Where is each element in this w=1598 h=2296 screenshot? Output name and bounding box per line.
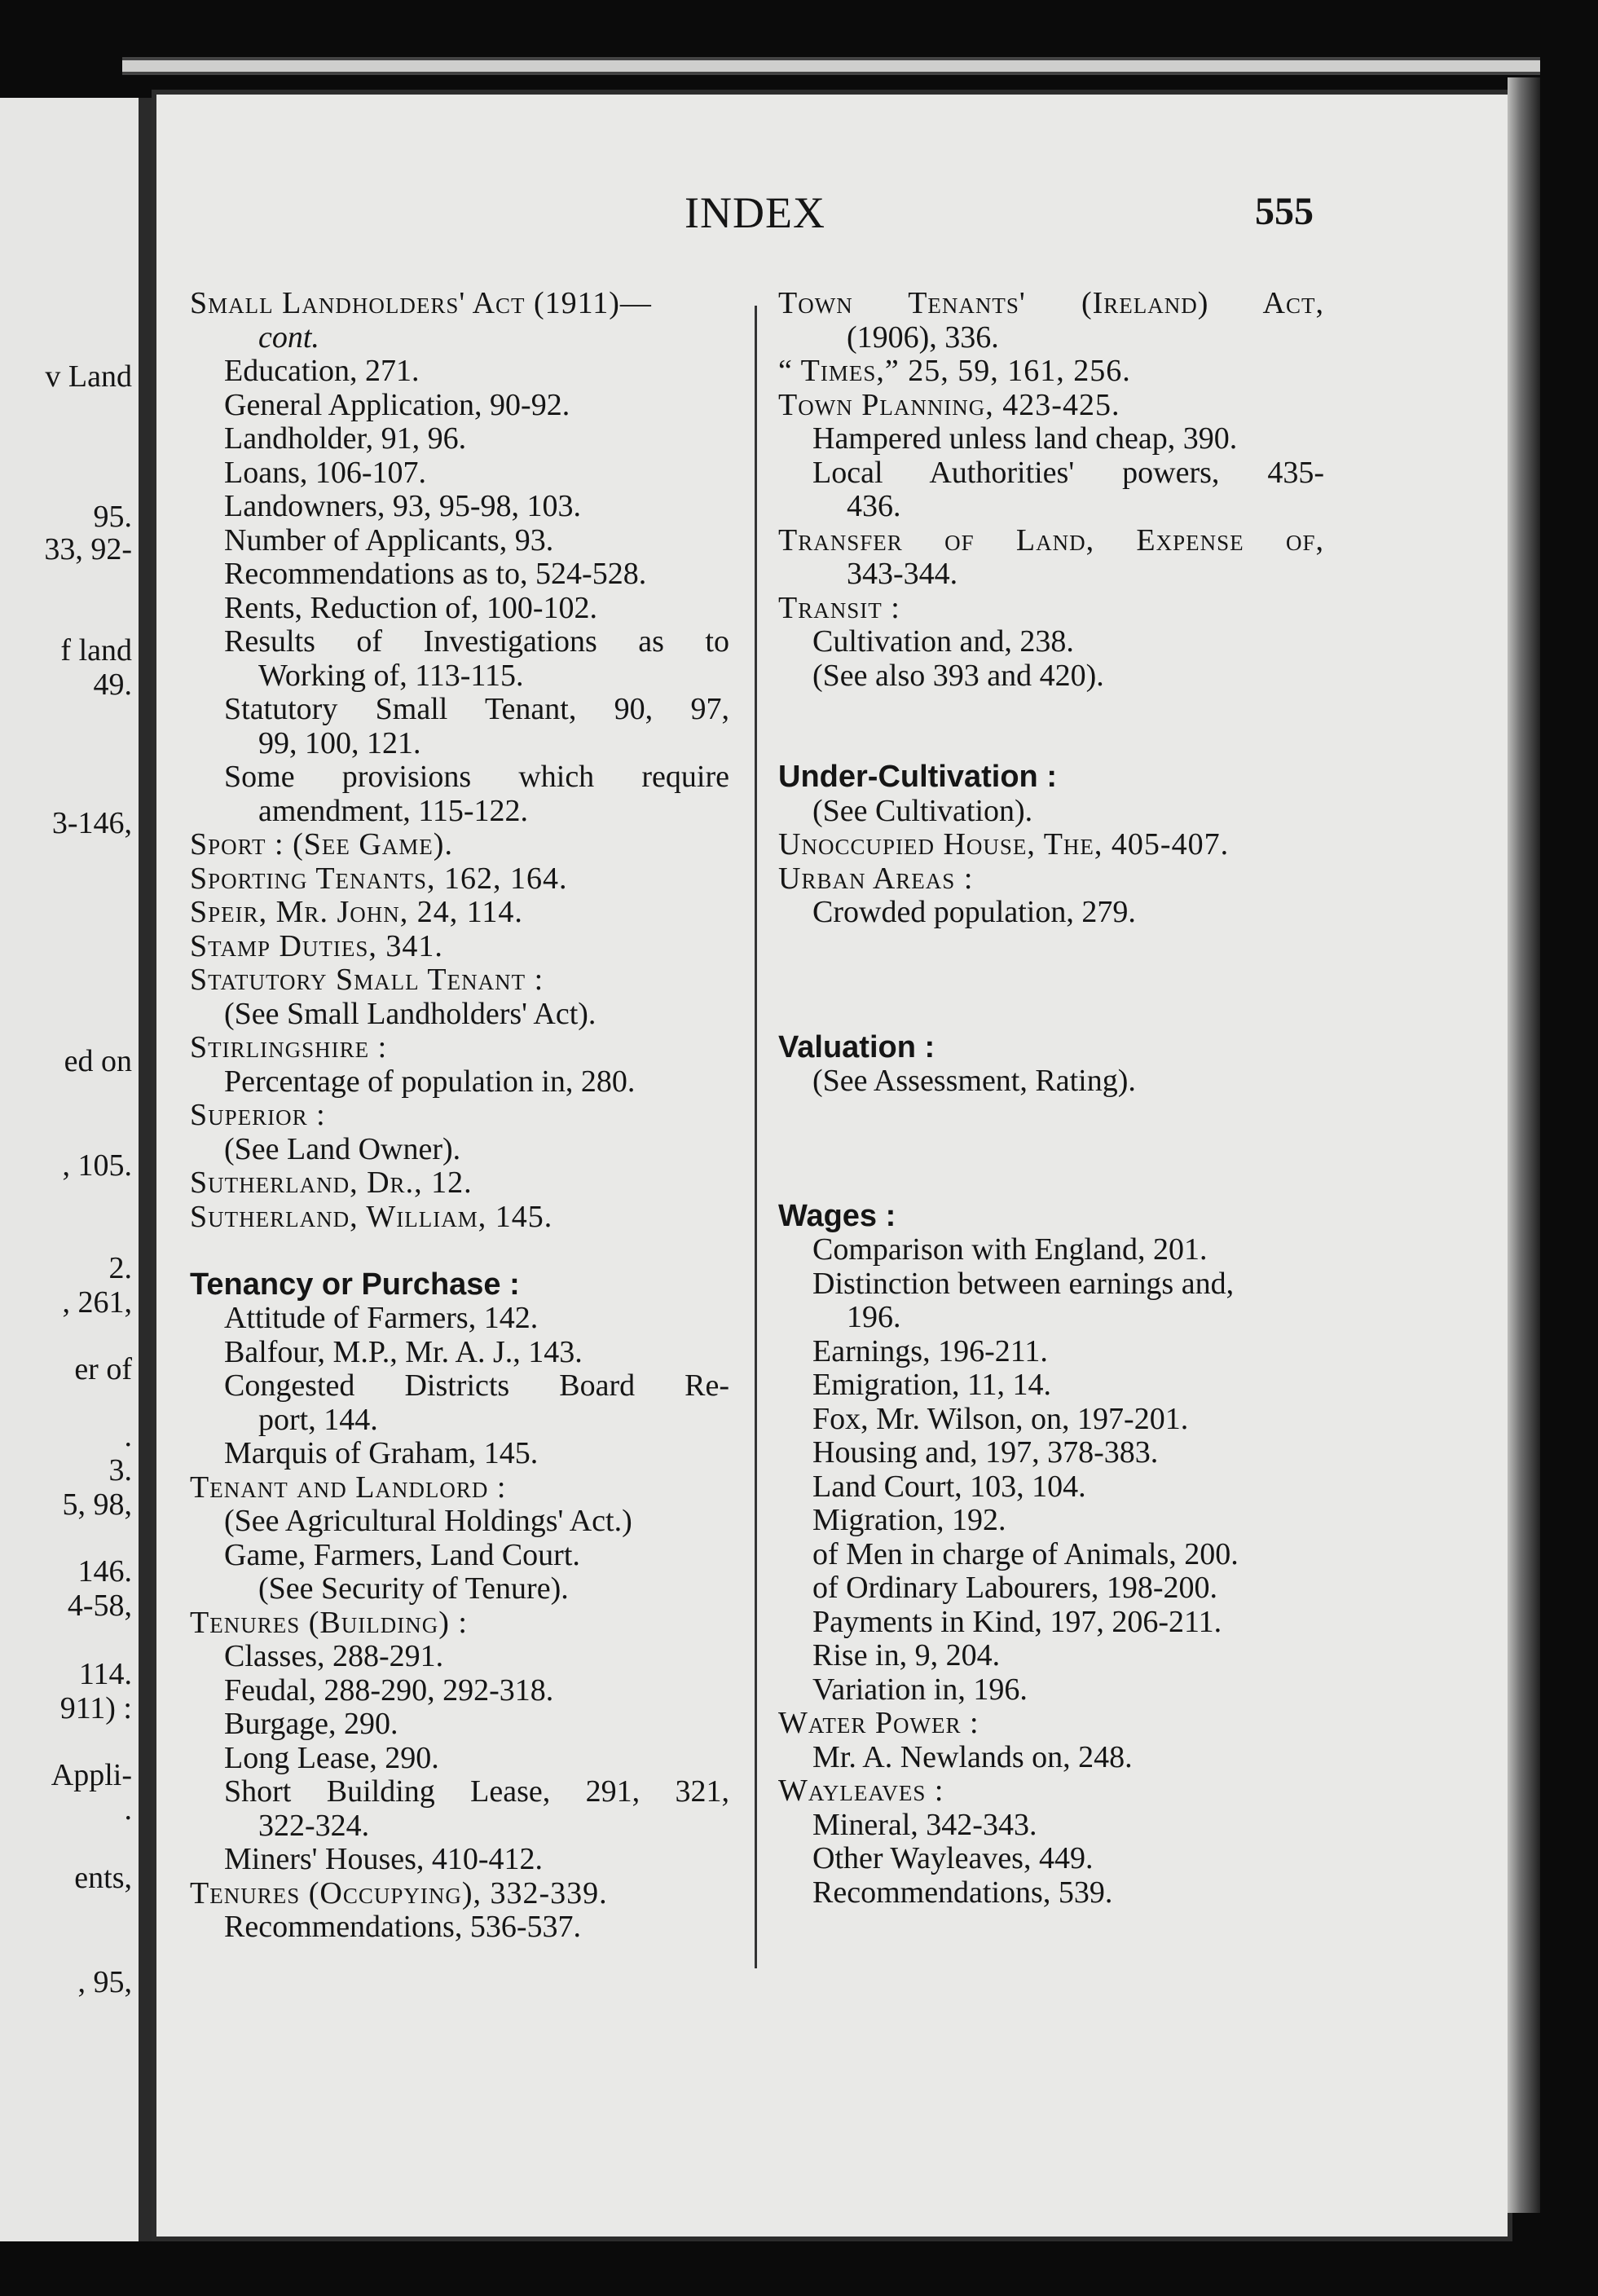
index-column-left bbox=[190, 287, 729, 1945]
index-subentry: Land Court, 103, 104. bbox=[812, 1469, 1086, 1504]
index-heading: Superior : bbox=[190, 1098, 326, 1132]
index-heading: Urban Areas : bbox=[778, 861, 974, 896]
index-subentry: Distinction between earnings and, bbox=[812, 1266, 1235, 1301]
index-subentry: 436. bbox=[847, 489, 901, 523]
index-heading: Tenant and Landlord : bbox=[190, 1470, 507, 1505]
index-heading: Water Power : bbox=[778, 1706, 979, 1740]
index-heading: Stirlingshire : bbox=[190, 1030, 388, 1064]
index-subentry: 343-344. bbox=[847, 557, 958, 591]
facing-page-text: 911) : bbox=[59, 1691, 132, 1725]
index-subentry: Results of Investigations as to bbox=[224, 624, 729, 659]
index-subentry: Emigration, 11, 14. bbox=[812, 1368, 1052, 1402]
index-heading: Tenancy or Purchase : bbox=[190, 1267, 520, 1302]
index-heading: Tenures (Occupying), 332-339. bbox=[190, 1875, 608, 1910]
index-subentry: (See Security of Tenure). bbox=[258, 1571, 569, 1606]
index-subentry: Comparison with England, 201. bbox=[812, 1232, 1208, 1267]
index-subentry: Landowners, 93, 95-98, 103. bbox=[224, 489, 581, 523]
index-subentry: (1906), 336. bbox=[847, 320, 999, 355]
index-subentry: Mineral, 342-343. bbox=[812, 1807, 1037, 1842]
index-subentry: Rents, Reduction of, 100-102. bbox=[224, 590, 598, 625]
facing-page-text: 95. bbox=[93, 500, 132, 534]
index-heading: Stamp Duties, 341. bbox=[190, 928, 443, 963]
index-heading: Town Planning, 423-425. bbox=[778, 387, 1120, 422]
index-heading: Valuation : bbox=[778, 1029, 935, 1064]
facing-page-text: ed on bbox=[64, 1044, 132, 1078]
index-subentry: Recommendations, 539. bbox=[812, 1875, 1113, 1910]
page-number: 555 bbox=[1255, 190, 1314, 233]
facing-page-text: , 261, bbox=[62, 1285, 132, 1320]
index-subentry: Miners' Houses, 410-412. bbox=[224, 1842, 544, 1876]
index-heading: Tenures (Building) : bbox=[190, 1605, 468, 1640]
index-heading: Sutherland, Dr., 12. bbox=[190, 1166, 473, 1200]
index-heading: Under-Cultivation : bbox=[778, 760, 1057, 794]
index-subentry: Statutory Small Tenant, 90, 97, bbox=[224, 692, 729, 726]
index-subentry: 99, 100, 121. bbox=[258, 725, 421, 760]
index-subentry: Other Wayleaves, 449. bbox=[812, 1841, 1094, 1875]
facing-page-text: 4-58, bbox=[67, 1589, 132, 1623]
index-subentry: General Application, 90-92. bbox=[224, 387, 570, 422]
column-divider bbox=[755, 306, 757, 1968]
facing-page-text: . bbox=[124, 1419, 132, 1453]
index-subentry: 196. bbox=[847, 1300, 901, 1334]
spacer bbox=[778, 1099, 1324, 1200]
facing-page-text: 146. bbox=[77, 1554, 132, 1589]
index-subentry: Housing and, 197, 378-383. bbox=[812, 1435, 1159, 1470]
index-subentry: Some provisions which require bbox=[224, 760, 729, 794]
index-subentry: (See Land Owner). bbox=[224, 1131, 461, 1166]
index-subentry: port, 144. bbox=[258, 1402, 378, 1437]
facing-page-text: Appli- bbox=[51, 1758, 132, 1792]
index-subentry: (See Agricultural Holdings' Act.) bbox=[224, 1504, 632, 1538]
facing-page-text: 114. bbox=[78, 1657, 132, 1691]
index-subentry: Variation in, 196. bbox=[812, 1672, 1028, 1707]
index-heading: Sutherland, William, 145. bbox=[190, 1199, 553, 1234]
facing-page-text: 49. bbox=[93, 668, 132, 702]
index-subentry: Recommendations as to, 524-528. bbox=[224, 557, 647, 591]
index-subentry: Number of Applicants, 93. bbox=[224, 522, 554, 557]
index-subentry: Recommendations, 536-537. bbox=[224, 1910, 581, 1944]
index-heading: Sport : (See Game). bbox=[190, 827, 453, 862]
index-heading: Town Tenants' (Ireland) Act, bbox=[778, 286, 1324, 320]
facing-page-text: 3. bbox=[108, 1453, 132, 1487]
index-subentry: 322-324. bbox=[258, 1808, 370, 1843]
index-heading: Wayleaves : bbox=[778, 1774, 944, 1808]
index-subentry: of Ordinary Labourers, 198-200. bbox=[812, 1571, 1218, 1605]
index-subentry: (See also 393 and 420). bbox=[812, 658, 1104, 693]
facing-page-text: v Land bbox=[45, 359, 132, 394]
index-subentry: (See Cultivation). bbox=[812, 793, 1033, 828]
index-subentry: Earnings, 196-211. bbox=[812, 1333, 1048, 1368]
index-subentry: Classes, 288-291. bbox=[224, 1639, 444, 1673]
index-subentry: Short Building Lease, 291, 321, bbox=[224, 1774, 729, 1809]
facing-page-text: er of bbox=[74, 1352, 132, 1386]
index-heading: Wages : bbox=[778, 1198, 896, 1233]
index-heading: Speir, Mr. John, 24, 114. bbox=[190, 895, 523, 929]
index-column-right bbox=[778, 287, 1324, 1910]
index-heading: Statutory Small Tenant : bbox=[190, 963, 544, 997]
facing-page-text: 2. bbox=[108, 1251, 132, 1285]
facing-page-text: 33, 92- bbox=[44, 532, 132, 566]
index-subentry: Attitude of Farmers, 142. bbox=[224, 1301, 539, 1335]
index-subentry: Payments in Kind, 197, 206-211. bbox=[812, 1604, 1222, 1639]
index-subentry: Crowded population, 279. bbox=[812, 895, 1136, 929]
index-heading: “ Times,” 25, 59, 161, 256. bbox=[778, 354, 1131, 388]
index-subentry: Game, Farmers, Land Court. bbox=[224, 1537, 580, 1572]
index-heading: Transit : bbox=[778, 590, 900, 625]
index-heading: Transfer of Land, Expense of, bbox=[778, 522, 1324, 557]
facing-page-text: , 105. bbox=[62, 1148, 132, 1183]
index-subentry: Congested Districts Board Re- bbox=[224, 1368, 729, 1403]
index-heading: Sporting Tenants, 162, 164. bbox=[190, 861, 568, 896]
page-title: INDEX bbox=[685, 188, 825, 237]
index-subentry: Percentage of population in, 280. bbox=[224, 1064, 636, 1099]
index-heading: Small Landholders' Act (1911)— bbox=[190, 286, 652, 320]
facing-page-text: 5, 98, bbox=[62, 1487, 132, 1522]
facing-page-text: . bbox=[124, 1792, 132, 1827]
index-subentry: Education, 271. bbox=[224, 354, 420, 388]
index-subentry: Cultivation and, 238. bbox=[812, 624, 1074, 659]
facing-page-text: , 95, bbox=[77, 1965, 132, 1999]
index-subentry: Rise in, 9, 204. bbox=[812, 1638, 1001, 1672]
index-subentry: Migration, 192. bbox=[812, 1503, 1006, 1537]
index-subentry: Landholder, 91, 96. bbox=[224, 421, 467, 456]
index-subentry: (See Small Landholders' Act). bbox=[224, 996, 596, 1031]
index-subentry: amendment, 115-122. bbox=[258, 793, 529, 828]
spacer bbox=[778, 693, 1324, 760]
index-subentry: Local Authorities' powers, 435- bbox=[812, 455, 1324, 490]
facing-page-text: ents, bbox=[74, 1861, 132, 1895]
facing-page-text: f land bbox=[60, 633, 132, 668]
index-subentry: Balfour, M.P., Mr. A. J., 143. bbox=[224, 1334, 583, 1369]
index-heading: Unoccupied House, The, 405-407. bbox=[778, 827, 1230, 862]
index-subentry: Hampered unless land cheap, 390. bbox=[812, 421, 1238, 456]
index-subentry: Marquis of Graham, 145. bbox=[224, 1436, 539, 1470]
index-subentry: Fox, Mr. Wilson, on, 197-201. bbox=[812, 1401, 1189, 1436]
facing-page-fragment bbox=[0, 98, 139, 2241]
index-subentry: (See Assessment, Rating). bbox=[812, 1064, 1136, 1098]
page-right-edge bbox=[1508, 77, 1540, 2213]
index-subentry: Long Lease, 290. bbox=[224, 1740, 439, 1775]
spacer bbox=[778, 930, 1324, 1031]
index-subentry: of Men in charge of Animals, 200. bbox=[812, 1536, 1239, 1571]
spacer bbox=[190, 1234, 729, 1268]
book-top-edge bbox=[122, 57, 1540, 75]
index-subentry: Loans, 106-107. bbox=[224, 455, 427, 490]
facing-page-text: 3-146, bbox=[51, 806, 132, 840]
index-subentry: cont. bbox=[258, 320, 319, 355]
index-subentry: Feudal, 288-290, 292-318. bbox=[224, 1672, 554, 1708]
index-subentry: Mr. A. Newlands on, 248. bbox=[812, 1739, 1133, 1774]
index-subentry: Working of, 113-115. bbox=[258, 658, 524, 693]
index-subentry: Burgage, 290. bbox=[224, 1707, 398, 1741]
